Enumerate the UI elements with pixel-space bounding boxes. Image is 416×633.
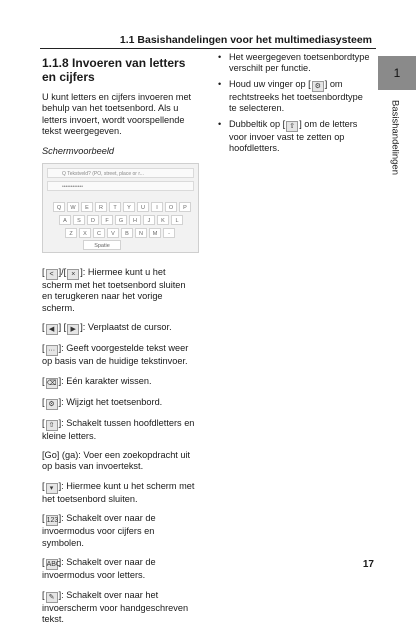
key: W <box>67 202 79 212</box>
item-numbers-mode: [ 123]: Schakelt over naar de invoermodus voor cijfers en symbolen. <box>42 513 156 548</box>
key: L <box>171 215 183 225</box>
key: O <box>165 202 177 212</box>
numbers-mode-icon: 123 <box>46 517 59 525</box>
key: U <box>137 202 149 212</box>
key: C <box>93 228 105 238</box>
key: A <box>59 215 71 225</box>
settings-icon: ⚙ <box>312 81 324 92</box>
keyboard-row-4 <box>83 240 121 250</box>
item-text: ]: Hiermee kunt u het scherm met het toetsenbord sluiten en terugkeren naar het vorige scherm. <box>42 267 186 313</box>
more-icon: ··· <box>46 345 58 356</box>
key: Q <box>53 202 65 212</box>
item-go: [Go] (ga): Voer een zoekopdracht uit op basis van invoertekst. <box>42 450 191 472</box>
back-icon: < <box>46 269 58 280</box>
note-prefix: Houd uw vinger op [ <box>229 78 311 89</box>
cursor-right-icon: ▶ <box>67 324 79 335</box>
side-chapter-label: Basishandelingen <box>389 100 401 176</box>
key: P <box>179 202 191 212</box>
item-text: ]: Verplaatst de cursor. <box>80 322 172 333</box>
item-text: ]: Schakelt over naar het invoerscherm voor handgeschreven tekst. <box>42 589 189 624</box>
item-delete: [ ⌫ ]: Eén karakter wissen. <box>42 375 152 387</box>
right-column <box>218 52 373 158</box>
key: G <box>115 215 127 225</box>
item-text: ]: Geeft voorgestelde tekst weer op basis van de huidige tekstinvoer. <box>42 343 189 367</box>
keyboard-screenshot <box>42 163 199 253</box>
key: - <box>163 228 175 238</box>
notes-list <box>218 52 373 154</box>
item-text: ]: Schakelt over naar de invoermodus voor cijfers en symbolen. <box>42 513 156 548</box>
handwriting-icon: ✎ <box>46 592 58 603</box>
page-number: 17 <box>362 559 374 570</box>
note-text: ] om rechtstreeks het toetsenbordtype te selecteren. <box>229 78 363 114</box>
key: S <box>73 215 85 225</box>
shift-icon: ⇧ <box>46 420 58 431</box>
key: B <box>121 228 133 238</box>
item-text: ]: Schakelt tussen hoofdletters en kleine letters. <box>42 417 195 441</box>
note-prefix: Dubbeltik op [ <box>229 118 286 129</box>
note-item <box>218 52 373 75</box>
key: X <box>79 228 91 238</box>
item-text: ]: Hiermee kunt u het scherm met het toetsenbord sluiten. <box>42 480 195 504</box>
keyboard-row-3 <box>65 228 175 238</box>
left-column <box>42 52 197 633</box>
item-separator: ] [ <box>58 322 67 333</box>
item-text: ]: Wijzigt het toetsenbord. <box>58 396 163 407</box>
item-hide-keyboard: [ ▾ ]: Hiermee kunt u het scherm met het toetsenbord sluiten. <box>42 480 195 504</box>
item-separator: ]/[ <box>58 267 67 278</box>
key: J <box>143 215 155 225</box>
page-header-title: 1.1 Basishandelingen voor het multimediasysteem <box>119 34 372 46</box>
note-text: ] om de letters voor invoer vast te zetten op hoofdletters. <box>229 118 358 154</box>
key: R <box>95 202 107 212</box>
note-text: Het weergegeven toetsenbordtype verschilt per functie. <box>229 52 370 74</box>
item-handwriting: [ ✎ ]: Schakelt over naar het invoerscherm voor handgeschreven tekst. <box>42 589 189 624</box>
key: Z <box>65 228 77 238</box>
key: H <box>129 215 141 225</box>
space-key: Spatie <box>83 240 121 250</box>
item-close-back: [ < ]/[ × ]: Hiermee kunt u het scherm met het toetsenbord sluiten en terugkeren naar het vorige scherm. <box>42 267 186 313</box>
keyboard-search-bar: Q Tekstveld? (PO, street, place or r... <box>47 168 194 178</box>
note-item <box>218 119 373 155</box>
settings-icon: ⚙ <box>46 399 58 410</box>
key: I <box>151 202 163 212</box>
item-text: ]: Schakelt over naar de invoermodus voor letters. <box>42 557 156 581</box>
item-suggestions: [ ··· ]: Geeft voorgestelde tekst weer op basis van de huidige tekstinvoer. <box>42 343 189 367</box>
section-intro: U kunt letters en cijfers invoeren met behulp van het toetsenbord. Als u letters invoert, wordt voorspellende tekst weergegeven. <box>42 92 192 137</box>
screen-example-caption: Schermvoorbeeld <box>42 145 115 156</box>
key: V <box>107 228 119 238</box>
keyboard-input-field: •••••••••••• <box>47 181 194 191</box>
key: D <box>87 215 99 225</box>
item-cursor: [ ◀ ] [ ▶ ]: Verplaatst de cursor. <box>42 322 172 334</box>
note-item <box>218 79 373 115</box>
key: E <box>81 202 93 212</box>
key: M <box>149 228 161 238</box>
key: N <box>135 228 147 238</box>
side-chapter-title <box>380 100 410 190</box>
key: F <box>101 215 113 225</box>
chapter-tab: 1 <box>378 56 416 90</box>
section-title: 1.1.8 Invoeren van letters en cijfers <box>42 56 186 84</box>
delete-icon: ⌫ <box>46 379 57 387</box>
shift-icon: ⇧ <box>286 121 298 132</box>
close-icon: × <box>67 269 79 280</box>
hide-keyboard-icon: ▾ <box>46 483 58 494</box>
key: K <box>157 215 169 225</box>
item-shift: [ ⇧ ]: Schakelt tussen hoofdletters en kleine letters. <box>42 417 195 441</box>
keyboard-row-2 <box>59 215 183 225</box>
key: Y <box>123 202 135 212</box>
keyboard-row-1 <box>53 202 191 212</box>
key: T <box>109 202 121 212</box>
item-text: ]: Eén karakter wissen. <box>58 375 152 386</box>
item-change-keyboard: [ ⚙ ]: Wijzigt het toetsenbord. <box>42 396 163 408</box>
item-letters-mode: [ ABC]: Schakelt over naar de invoermodus voor letters. <box>42 557 156 581</box>
header-divider <box>40 48 376 49</box>
cursor-left-icon: ◀ <box>46 324 58 335</box>
letters-mode-icon: ABC <box>46 561 61 569</box>
